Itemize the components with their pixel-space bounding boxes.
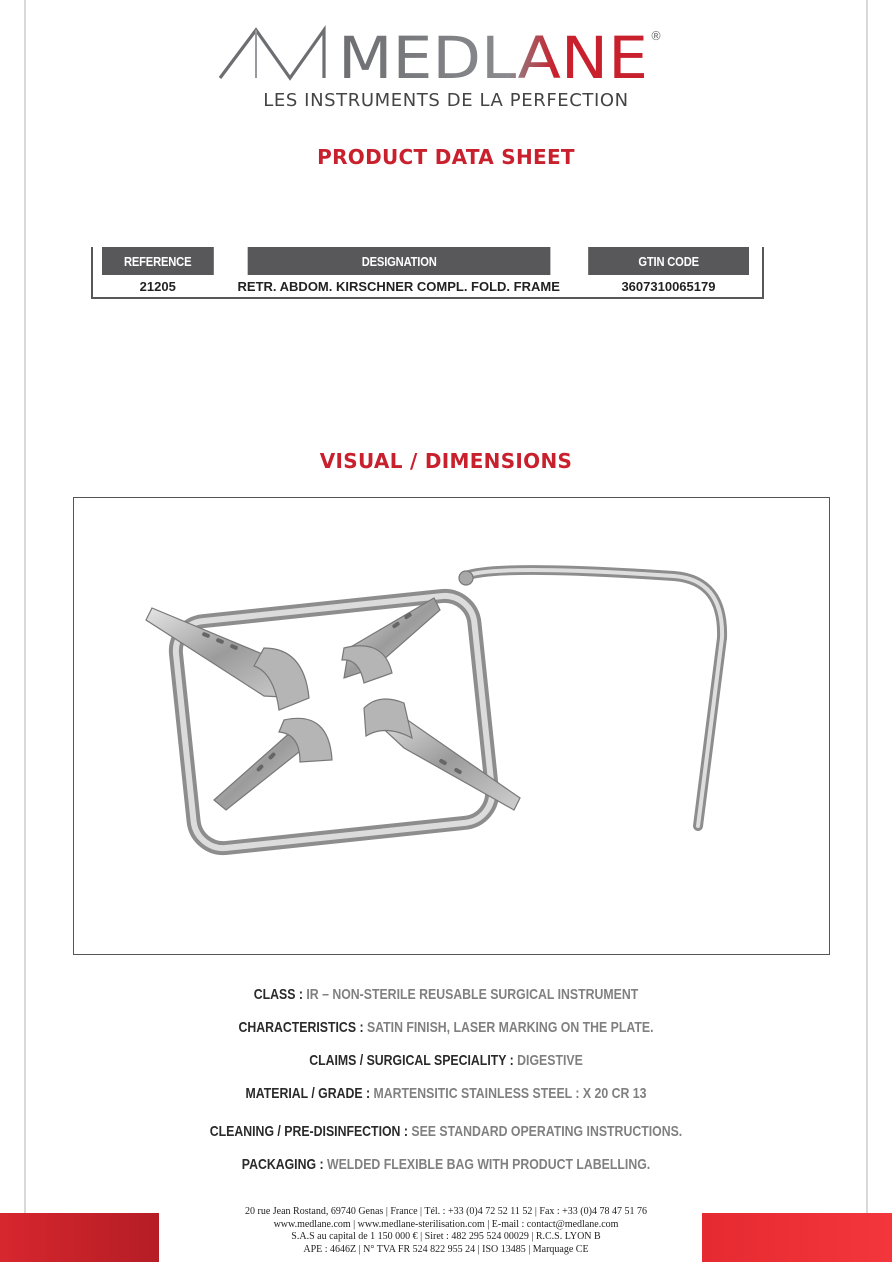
right-border-line — [866, 0, 868, 1262]
table-header-row — [92, 247, 763, 275]
col-header-reference: REFERENCE — [101, 247, 213, 275]
medlane-logo — [216, 18, 676, 88]
footer-contact — [0, 1206, 892, 1256]
brand-logo — [0, 18, 892, 88]
footer-line-web: www.medlane.com | www.medlane-sterilisation.com | E-mail : contact@medlane.com — [273, 1218, 619, 1230]
spec-material-grade: MATERIAL / GRADE : MARTENSITIC STAINLESS STEEL : X 20 CR 13 — [245, 1085, 647, 1102]
product-visual-frame — [73, 497, 830, 955]
svg-text:®: ® — [650, 29, 662, 43]
spec-class: CLASS : IR – NON-STERILE REUSABLE SURGICAL INSTRUMENT — [253, 986, 639, 1003]
footer-line-registration: APE : 4646Z | N° TVA FR 524 822 955 24 | ISO 13485 | Marquage CE — [303, 1243, 589, 1255]
product-reference-table — [91, 247, 764, 299]
left-border-line — [24, 0, 26, 1262]
table-row — [92, 275, 763, 298]
svg-text:MEDLANE: MEDLANE — [338, 24, 648, 88]
col-header-designation: DESIGNATION — [247, 247, 550, 275]
spec-surgical-speciality: CLAIMS / SURGICAL SPECIALITY : DIGESTIVE — [309, 1052, 583, 1069]
col-header-gtin: GTIN CODE — [588, 247, 750, 275]
visual-title: VISUAL / DIMENSIONS — [319, 449, 573, 473]
footer-line-company: S.A.S au capital de 1 150 000 € | Siret : 482 295 524 00029 | R.C.S. LYON B — [291, 1231, 601, 1242]
brand-tagline: LES INSTRUMENTS DE LA PERFECTION — [263, 90, 629, 111]
retractor-illustration — [74, 498, 828, 953]
spec-characteristics: CHARACTERISTICS : SATIN FINISH, LASER MARKING ON THE PLATE. — [238, 1019, 654, 1036]
cell-reference: 21205 — [92, 275, 223, 298]
spec-packaging: PACKAGING : WELDED FLEXIBLE BAG WITH PRODUCT LABELLING. — [241, 1156, 651, 1173]
cell-gtin: 3607310065179 — [575, 275, 763, 298]
spec-cleaning: CLEANING / PRE-DISINFECTION : SEE STANDARD OPERATING INSTRUCTIONS. — [209, 1123, 683, 1140]
sheet-title: PRODUCT DATA SHEET — [317, 145, 575, 169]
cell-designation: RETR. ABDOM. KIRSCHNER COMPL. FOLD. FRAME — [223, 275, 575, 298]
footer-line-address: 20 rue Jean Rostand, 69740 Genas | France | Tél. : +33 (0)4 72 52 11 52 | Fax : +33 (0)4 78 47 51 76 — [245, 1206, 647, 1217]
